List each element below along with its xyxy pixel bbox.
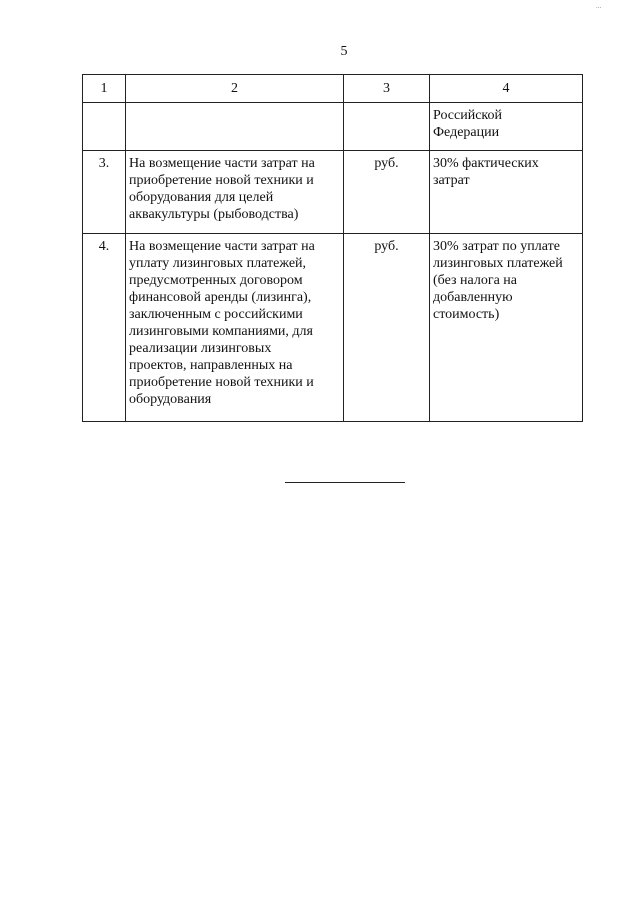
row-unit: руб. (344, 151, 430, 234)
description-line: финансовой аренды (лизинга), (129, 290, 312, 305)
value-line: лизинговых платежей (433, 256, 563, 271)
column-header: 1 (83, 75, 126, 103)
value-line: (без налога на (433, 273, 517, 288)
table-header-row (83, 75, 583, 103)
value-line: Российской (433, 108, 502, 123)
description-line: На возмещение части затрат на (129, 156, 315, 171)
value-line: затрат (433, 173, 470, 188)
description-line: реализации лизинговых (129, 341, 272, 356)
row-number: 3. (83, 151, 126, 234)
row-value (430, 103, 583, 151)
row-description (126, 103, 344, 151)
page-number: 5 (340, 44, 348, 59)
description-line: предусмотренных договором (129, 273, 303, 288)
description-line: проектов, направленных на (129, 358, 293, 373)
value-line: 30% затрат по уплате (433, 239, 560, 254)
row-value (430, 151, 583, 234)
value-line: стоимость) (433, 307, 500, 322)
description-line: уплату лизинговых платежей, (129, 256, 307, 271)
description-line: оборудования (129, 392, 212, 407)
table-row (83, 103, 583, 151)
column-header: 4 (430, 75, 583, 103)
column-header: 3 (344, 75, 430, 103)
row-value (430, 234, 583, 422)
row-description (126, 151, 344, 234)
description-line: заключенным с российскими (129, 307, 303, 322)
table-row (83, 151, 583, 234)
row-number (83, 103, 126, 151)
end-of-document-rule (285, 482, 405, 483)
row-unit: руб. (344, 234, 430, 422)
description-line: оборудования для целей (129, 190, 274, 205)
description-line: приобретение новой техники и (129, 375, 314, 390)
column-header: 2 (126, 75, 344, 103)
description-line: приобретение новой техники и (129, 173, 314, 188)
table-row (83, 234, 583, 422)
corner-mark: ... (596, 2, 602, 10)
row-unit (344, 103, 430, 151)
description-line: На возмещение части затрат на (129, 239, 315, 254)
description-line: аквакультуры (рыбоводства) (129, 207, 299, 222)
row-description (126, 234, 344, 422)
document-table (82, 74, 583, 422)
row-number: 4. (83, 234, 126, 422)
value-line: добавленную (433, 290, 513, 305)
description-line: лизинговыми компаниями, для (129, 324, 313, 339)
value-line: Федерации (433, 125, 500, 140)
value-line: 30% фактических (433, 156, 539, 171)
